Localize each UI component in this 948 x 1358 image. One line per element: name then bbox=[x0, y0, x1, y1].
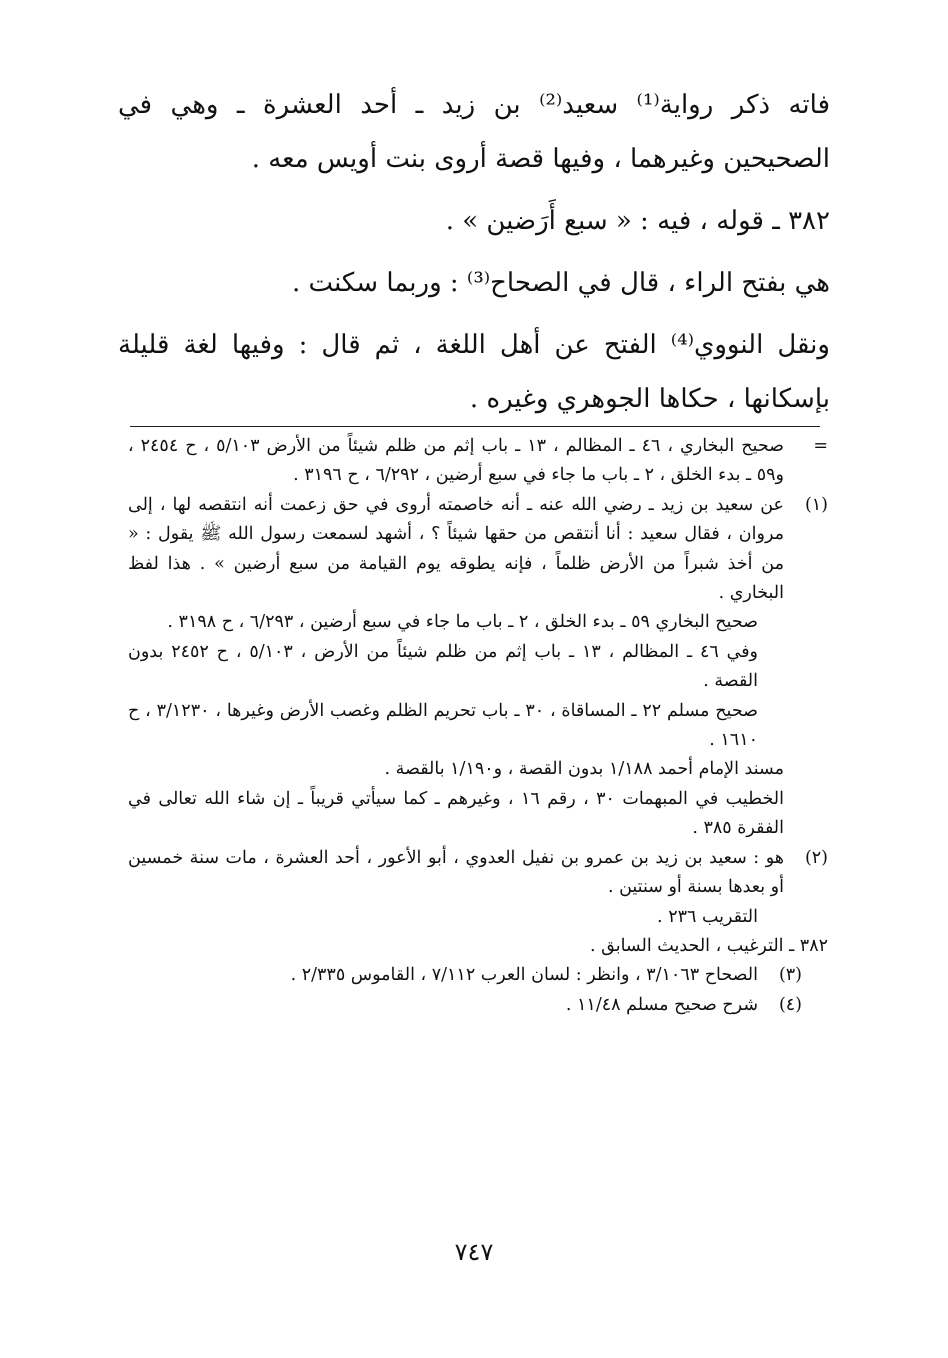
footnote-continuation bbox=[128, 432, 828, 491]
footnote-text: صحيح البخاري ، ٤٦ ـ المظالم ، ١٣ ـ باب إثم من ظلم شيئاً من الأرض ٥/١٠٣ ، ح ٢٤٥٤ ، و٥٩ ـ بدء الخلق ، ٢ ـ باب ما جاء في سبع أرضين ، ٦/٢٩٢ ، ح ٣١٩٦ . bbox=[128, 436, 784, 486]
paragraph-nawawi: ونقل النووي⁽⁴⁾ الفتح عن أهل اللغة ، ثم قال : وفيها لغة قليلة بإسكانها ، حكاها الجوهري وغيره . bbox=[118, 330, 830, 414]
footnote-text: وفي ٤٦ ـ المظالم ، ١٣ ـ باب إثم من ظلم شيئاً من الأرض ، ٥/١٠٣ ، ح ٢٤٥٢ بدون القصة . bbox=[128, 641, 759, 692]
footnote-separator bbox=[130, 426, 820, 427]
footnote-text: هو : سعيد بن زيد بن عمرو بن نفيل العدوي ، أبو الأعور ، أحد العشرة ، مات سنة خمسين أو بعدها بسنة أو سنتين . bbox=[128, 847, 784, 898]
continuation-mark: = bbox=[813, 436, 828, 456]
paragraph-382-heading: ٣٨٢ ـ قوله ، فيه : « سبع أَرَضين » . bbox=[445, 206, 830, 236]
page-number: ٧٤٧ bbox=[454, 1238, 494, 1266]
paragraph-fath-ra: هي بفتح الراء ، قال في الصحاح⁽³⁾ : وربما سكنت . bbox=[292, 268, 830, 298]
footnote-text: التقريب ٢٣٦ . bbox=[657, 906, 758, 927]
footnote-1-mark: (١) bbox=[804, 494, 828, 515]
main-text bbox=[118, 78, 830, 426]
footnote-3-mark: (٣) bbox=[778, 965, 802, 986]
footnote-382 bbox=[128, 932, 828, 961]
footnote-text: ٣٨٢ ـ الترغيب ، الحديث السابق . bbox=[590, 935, 828, 956]
footnote-text: الصحاح ٣/١٠٦٣ ، وانظر : لسان العرب ٧/١١٢ ، القاموس ٢/٣٣٥ . bbox=[290, 965, 758, 986]
footnote-text: صحيح مسلم ٢٢ ـ المساقاة ، ٣٠ ـ باب تحريم الظلم وغصب الأرض وغيرها ، ٣/١٢٣٠ ، ح ١٦١٠ . bbox=[128, 700, 758, 751]
footnote-4 bbox=[128, 991, 828, 1020]
footnote-2-mark: (٢) bbox=[804, 847, 828, 868]
footnote-4-mark: (٤) bbox=[778, 994, 802, 1015]
footnotes bbox=[128, 432, 828, 1020]
footnote-text: عن سعيد بن زيد ـ رضي الله عنه ـ أنه خاصمته أروى في حق زعمت أنه انتقصه لها ، إلى مروان ، فقال سعيد : أنا أنتقص من حقها شيئاً ؟ ، أشهد لسمعت رسول الله ﷺ يقول : « من أخذ شبراً من الأرض ظلماً ، فإنه يطوقه يوم القيامة من سبع أرضين » . هذا لفظ البخاري . bbox=[128, 494, 784, 604]
footnote-text: مسند الإمام أحمد ١/١٨٨ بدون القصة ، و١/١٩٠ بالقصة . bbox=[384, 759, 784, 780]
footnote-1 bbox=[128, 491, 828, 844]
footnote-3 bbox=[128, 961, 828, 990]
footnote-text: الخطيب في المبهمات ٣٠ ، رقم ١٦ ، وغيرهم ـ كما سيأتي قريباً ـ إن شاء الله تعالى في الفقرة ٣٨٥ . bbox=[128, 788, 784, 839]
paragraph-intro: فاته ذكر رواية⁽¹⁾ سعيد⁽²⁾ بن زيد ـ أحد العشرة ـ وهي في الصحيحين وغيرهما ، وفيها قصة أروى بنت أويس معه . bbox=[118, 90, 830, 174]
footnote-text: صحيح البخاري ٥٩ ـ بدء الخلق ، ٢ ـ باب ما جاء في سبع أرضين ، ٦/٢٩٣ ، ح ٣١٩٨ . bbox=[167, 612, 758, 633]
footnote-text: شرح صحيح مسلم ١١/٤٨ . bbox=[565, 994, 758, 1015]
footnote-2 bbox=[128, 844, 828, 932]
